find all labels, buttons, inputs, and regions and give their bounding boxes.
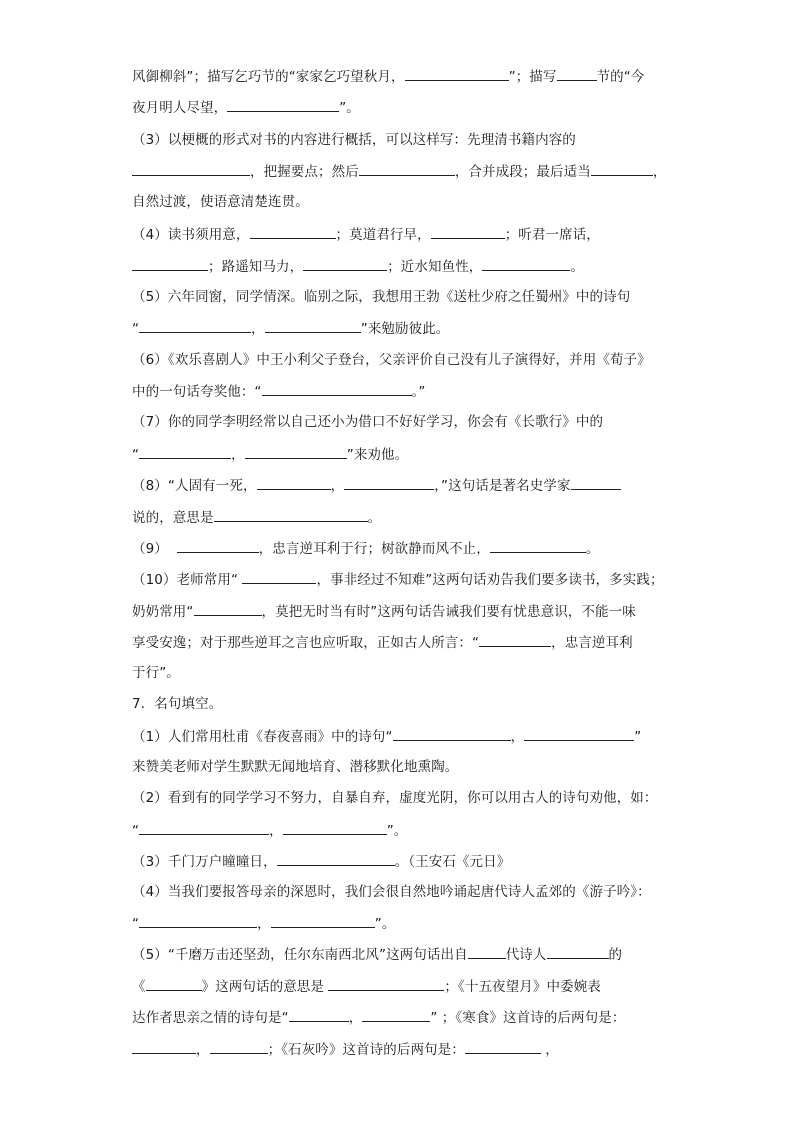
fill-blank[interactable] [257,475,331,490]
fill-blank[interactable] [271,913,375,928]
text-line [132,788,672,808]
fill-blank[interactable] [262,381,412,396]
text-line [132,287,672,307]
text-line [132,161,672,182]
fill-blank[interactable] [214,507,368,522]
line-text: ” ；《寒食》这首诗的后两句是： [430,1010,626,1026]
line-text: 自然过渡，使语意清楚连贯。 [132,194,309,210]
text-line [132,507,672,528]
line-text: （6）《欢乐喜剧人》中王小利父子登台，父亲评价自己没有儿子演得好，并用《荀子》 [132,352,651,368]
fill-blank[interactable] [405,66,509,81]
line-text: 节的“今 [596,69,645,85]
text-line [132,882,672,902]
line-text: ”来勉励彼此。 [360,321,450,337]
fill-blank[interactable] [557,66,597,81]
text-line [132,851,672,872]
fill-blank[interactable] [242,569,316,584]
line-text: 来赞美老师对学生默默无闻地培育、潜移默化地熏陶。 [132,759,459,775]
fill-blank[interactable] [468,944,506,959]
line-text: 的 [608,947,623,963]
text-line [132,350,672,370]
text-line [132,1039,672,1060]
line-text: “ [132,916,140,932]
fill-blank[interactable] [132,1039,196,1054]
line-text: 夜月明人尽望， [132,100,228,116]
line-text: （5）六年同窗，同学情深。临别之际，我想用王勃《送杜少府之任蜀州》中的诗句 [132,289,631,305]
fill-blank[interactable] [277,851,395,866]
text-line [132,318,672,339]
fill-blank[interactable] [393,726,511,741]
text-line [132,444,672,465]
fill-blank[interactable] [490,538,586,553]
line-text: ， [540,1042,559,1058]
fill-blank[interactable] [132,256,208,271]
line-text: 。” [411,384,426,400]
line-text: 。 [367,510,382,526]
fill-blank[interactable] [591,161,653,176]
line-text: ” [634,729,642,745]
line-text: 中的一句话夸奖他：“ [132,384,262,400]
fill-blank[interactable] [250,224,336,239]
line-text: ， [348,1010,363,1026]
line-text: ，把握要点；然后 [250,164,359,180]
text-line [132,976,672,997]
line-text: （4）当我们要报答母亲的深恩时，我们会很自然地吟诵起唐代诗人孟郊的《游子吟》： [132,884,651,900]
line-text: ，莫把无时当有时”这两句话告诫我们要有忧患意识，不能一味 [261,604,636,620]
line-text: ，合并成段；最后适当 [454,164,591,180]
line-text: 。（王安石《元日》 [394,854,511,870]
fill-blank[interactable] [227,97,339,112]
text-line [132,224,672,245]
text-line [132,66,672,87]
fill-blank[interactable] [465,1039,541,1054]
line-text: ”。 [339,100,360,116]
text-line [132,475,672,496]
line-text: ， [510,729,525,745]
line-text: （8）“人固有一死， [132,478,257,494]
line-text: （3）以梗概的形式对书的内容进行概括，可以这样写：先理清书籍内容的 [132,132,576,148]
text-line [132,1007,672,1028]
fill-blank[interactable] [139,318,251,333]
line-text: 于行”。 [132,665,180,681]
fill-blank[interactable] [210,1039,268,1054]
text-line [132,569,672,590]
text-line [132,632,672,653]
line-text: ，事非经过不知难”这两句话劝告我们要多读书，多实践； [316,572,664,588]
fill-blank[interactable] [146,976,202,991]
line-text: “ [132,823,140,839]
line-text: “ [132,321,140,337]
line-text: 说的，意思是 [132,510,214,526]
fill-blank[interactable] [431,224,505,239]
line-text: 》这两句话的意思是 [201,979,329,995]
text-line [132,913,672,934]
line-text: 奶奶常用“ [132,604,194,620]
line-text: ；近水知鱼性， [387,259,483,275]
question-heading [132,694,672,714]
text-line [132,381,672,402]
text-line [132,97,672,118]
line-text: （10）老师常用“ [132,572,243,588]
text-line [132,256,672,277]
fill-blank[interactable] [283,820,387,835]
line-text: 享受安逸；对于那些逆耳之言也应听取，正如古人所言：“ [132,635,480,651]
line-text: （3）千门万户曈曈日， [132,854,277,870]
line-text: 。 [585,541,600,557]
line-text: 7．名句填空。 [132,696,223,712]
line-text: ；路遥知马力， [208,259,304,275]
text-line [132,820,672,841]
line-text: ， [269,823,283,839]
fill-blank[interactable] [571,475,621,490]
line-text: 代诗人 [505,947,547,963]
fill-blank[interactable] [328,976,444,991]
fill-blank[interactable] [524,726,634,741]
fill-blank[interactable] [303,256,387,271]
text-line [132,130,672,150]
line-text: ， [330,478,345,494]
line-text: ”。 [386,823,408,839]
text-line [132,944,672,965]
line-text: ；《十五夜望月》中委婉表 [444,979,601,995]
line-text: ”来劝他。 [346,447,409,463]
fill-blank[interactable] [344,475,434,490]
text-line [132,663,672,683]
fill-blank[interactable] [132,161,250,176]
text-line [132,412,672,432]
line-text: 。 [570,259,585,275]
line-text: （2）看到有的同学学习不努力，自暴自弃，虚度光阴，你可以用古人的诗句劝他，如： [132,790,658,806]
fill-blank[interactable] [289,1007,349,1022]
line-text: ”；描写 [508,69,557,85]
line-text: ，”这句话是著名史学家 [434,478,571,494]
text-line [132,601,672,622]
fill-blank[interactable] [139,444,231,459]
line-text: ， [257,916,271,932]
fill-blank[interactable] [194,601,262,616]
line-text: （9） [132,541,177,557]
fill-blank[interactable] [139,913,257,928]
line-text: ， [231,447,245,463]
line-text: 风御柳斜”；描写乞巧节的“家家乞巧望秋月， [132,69,405,85]
line-text: ；《石灰吟》这首诗的后两句是： [267,1042,465,1058]
fill-blank[interactable] [139,820,269,835]
text-line [132,538,672,559]
fill-blank[interactable] [482,256,570,271]
fill-blank[interactable] [479,632,551,647]
text-line [132,726,672,747]
line-text: ， [652,164,667,180]
line-text: ，忠言逆耳利 [551,635,633,651]
fill-blank[interactable] [177,538,259,553]
line-text: “ [132,447,140,463]
line-text: 达作者思亲之情的诗句是“ [132,1010,289,1026]
line-text: ”。 [374,916,396,932]
line-text: ；莫道君行早， [335,227,431,243]
line-text: （7）你的同学李明经常以自己还小为借口不好好学习，你会有《长歌行》中的 [132,414,604,430]
text-line [132,192,672,212]
text-line [132,757,672,777]
fill-blank[interactable] [265,318,361,333]
line-text: （5）“千磨万击还坚劲，任尔东南西北风”这两句话出自 [132,947,468,963]
fill-blank[interactable] [359,161,455,176]
fill-blank[interactable] [245,444,347,459]
fill-blank[interactable] [362,1007,430,1022]
line-text: （1）人们常用杜甫《春夜喜雨》中的诗句“ [132,729,393,745]
line-text: （4）读书须用意， [132,227,250,243]
line-text: ；听君一席话， [504,227,600,243]
line-text: ， [251,321,265,337]
line-text: ，忠言逆耳利于行；树欲静而风不止， [258,541,490,557]
fill-blank[interactable] [547,944,609,959]
line-text: 《 [132,979,146,995]
line-text: ， [196,1042,210,1058]
